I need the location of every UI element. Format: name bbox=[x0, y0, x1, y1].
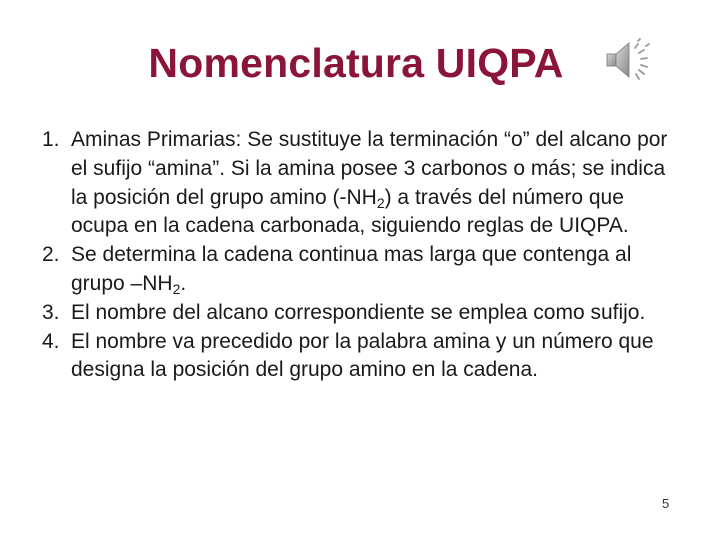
speaker-icon[interactable] bbox=[603, 38, 655, 82]
list-item-number: 4. bbox=[42, 329, 60, 353]
list-item-text: ) a través del número que ocupa en la cadena carbonada, siguiendo reglas de UIQPA. bbox=[71, 185, 629, 238]
list-item bbox=[42, 241, 682, 299]
list-item-number: 2. bbox=[42, 243, 60, 267]
subscript: 2 bbox=[376, 194, 385, 211]
list-item-number: 1. bbox=[42, 128, 60, 151]
list-item-text: . bbox=[180, 271, 187, 295]
list-item-text: Se determina la cadena continua mas larga que contenga al grupo –NH bbox=[71, 243, 632, 295]
list-item-text: El nombre del alcano correspondiente se emplea como sufijo. bbox=[71, 300, 646, 324]
list-item bbox=[42, 126, 682, 241]
list-item bbox=[42, 299, 682, 328]
list-item-text: El nombre va precedido por la palabra amina y un número que designa la posición del grupo amino en la cadena. bbox=[71, 329, 654, 382]
list-item-number: 3. bbox=[42, 300, 60, 324]
content-list bbox=[42, 126, 682, 385]
page-number: 5 bbox=[662, 496, 670, 511]
slide-title-text: Nomenclatura UIQPA bbox=[148, 40, 564, 86]
list-item-text: Aminas Primarias: Se sustituye la terminación “o” del alcano por el sufijo “amina”. Si la amina posee 3 carbonos o más; se indica la posición del grupo amino (-NH bbox=[71, 128, 668, 209]
subscript: 2 bbox=[172, 280, 181, 297]
list-item bbox=[42, 328, 682, 386]
